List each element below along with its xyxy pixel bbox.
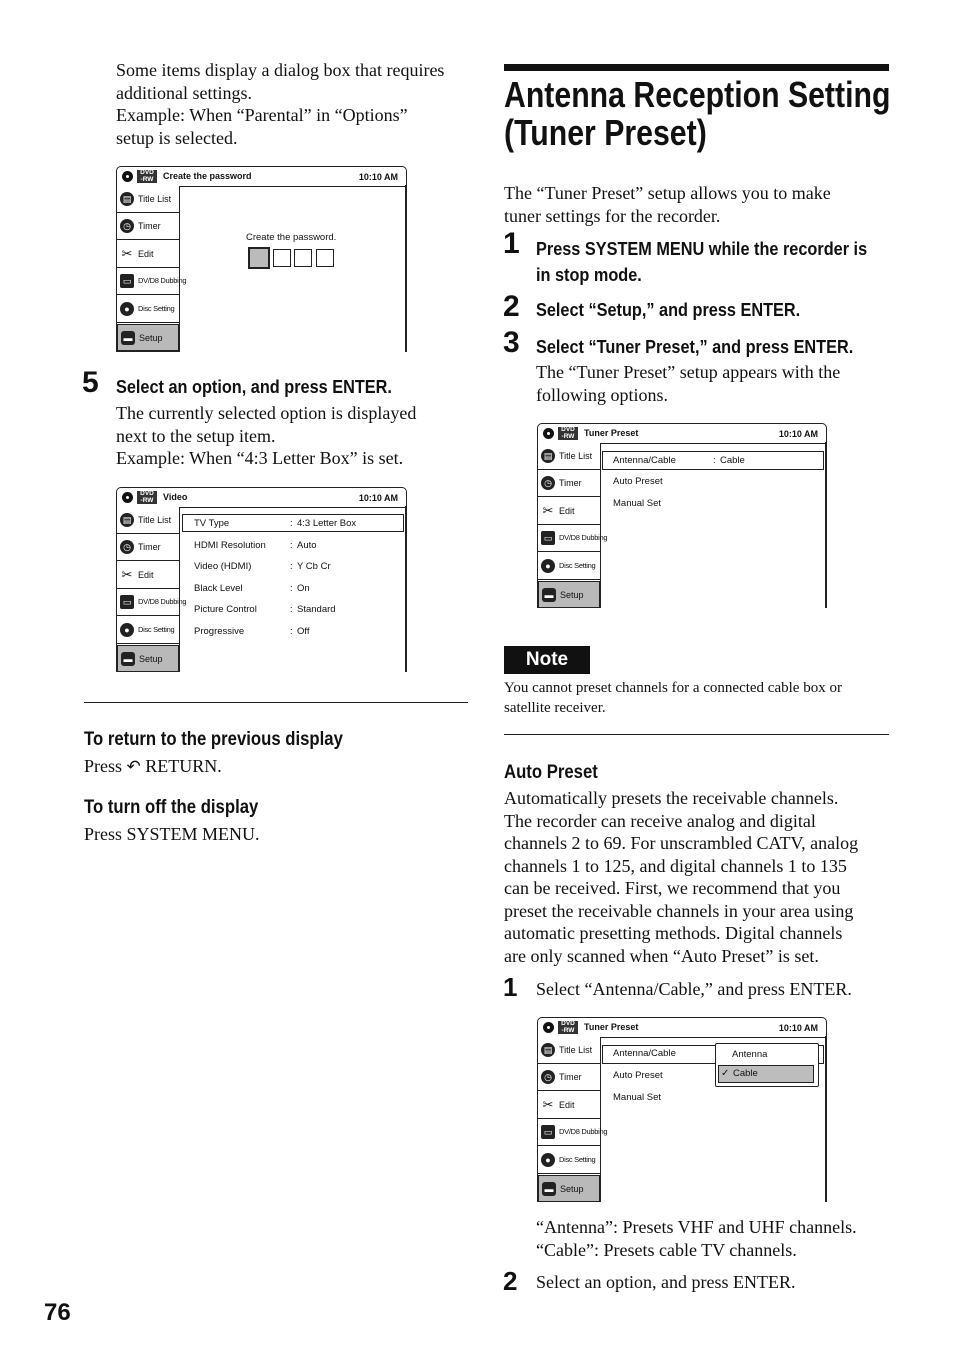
check-icon: ✓ (721, 1068, 730, 1079)
edit-scissors-icon: ✂ (542, 503, 554, 518)
dvd-rw-badge: DVD -RW (558, 427, 578, 440)
title-list-icon: ▤ (541, 449, 555, 463)
sidebar-item-setup[interactable]: ▬ Setup (538, 1175, 600, 1202)
title-list-icon: ▤ (120, 192, 134, 206)
setup-sidebar (116, 186, 187, 352)
screen-tuner-preset (537, 423, 827, 608)
title-list-icon: ▤ (541, 1043, 555, 1057)
sidebar-item-title-list[interactable]: ▤ Title List (117, 507, 179, 534)
dvd-disc-icon (122, 171, 133, 182)
sidebar-item-timer[interactable]: ◷ Timer (117, 213, 179, 240)
auto-step-1-number: 1 (503, 972, 518, 1002)
sidebar-item-setup[interactable]: ▬ Setup (117, 645, 179, 672)
dubbing-icon: ▭ (541, 1125, 555, 1139)
setup-sidebar (116, 507, 187, 672)
screen-create-password (116, 166, 407, 352)
sidebar-item-edit[interactable]: ✂ Edit (538, 1092, 600, 1119)
password-digit-3[interactable] (294, 249, 312, 267)
screen-tuner-preset-popup (537, 1017, 827, 1202)
title-list-icon: ▤ (120, 513, 134, 527)
setup-toolbox-icon: ▬ (542, 1182, 556, 1196)
step-2-title: Select “Setup,” and press ENTER. (536, 299, 801, 320)
screen-title-bar (537, 1017, 827, 1038)
screen-title: Create the password (163, 171, 252, 181)
screen-clock: 10:10 AM (778, 1023, 818, 1033)
sidebar-item-disc-setting[interactable]: ● Disc Setting (117, 296, 179, 323)
option-antenna-cable[interactable]: Antenna/Cable : Cable (613, 455, 745, 466)
antenna-cable-explanation: “Antenna”: Presets VHF and UHF channels. “Cable”: Presets cable TV channels. (536, 1217, 857, 1260)
password-digit-4[interactable] (316, 249, 334, 267)
disc-setting-icon: ● (120, 623, 134, 637)
screen-title-bar (116, 166, 407, 187)
step-5-text: The currently selected option is displayed next to the setup item. Example: When “4:3 Letter Box” is set. (116, 403, 417, 468)
screen-title: Video (163, 492, 188, 502)
dvd-disc-icon (122, 492, 133, 503)
screen-clock: 10:10 AM (778, 429, 818, 439)
option-hdmi-resolution[interactable]: HDMI Resolution : Auto (194, 540, 317, 551)
left-intro: Some items display a dialog box that requires additional settings. Example: When “Parental” in “Options” setup is selected. (116, 60, 445, 148)
edit-scissors-icon: ✂ (542, 1097, 554, 1112)
screen-title-bar (537, 423, 827, 444)
heading-top-bar (504, 64, 889, 71)
option-tv-type[interactable]: TV Type : 4:3 Letter Box (194, 518, 357, 529)
sidebar-item-edit[interactable]: ✂ Edit (117, 241, 179, 268)
dvd-rw-badge: DVD -RW (558, 1021, 578, 1034)
step-1-title: Press SYSTEM MENU while the recorder is in stop mode. (536, 238, 868, 285)
dvd-disc-icon (543, 428, 554, 439)
option-auto-preset[interactable]: Auto Preset (613, 1070, 663, 1081)
popup-option-cable[interactable]: ✓ Cable (718, 1065, 814, 1083)
option-black-level[interactable]: Black Level : On (194, 583, 310, 594)
option-manual-set[interactable]: Manual Set (613, 1092, 662, 1103)
setup-sidebar (537, 443, 608, 608)
off-instruction: Press SYSTEM MENU. (84, 824, 260, 844)
auto-step-1-title: Select “Antenna/Cable,” and press ENTER. (536, 979, 852, 999)
right-divider (504, 734, 889, 735)
auto-step-2-number: 2 (503, 1266, 518, 1296)
sidebar-item-setup[interactable]: ▬ Setup (538, 581, 600, 608)
screen-title: Tuner Preset (584, 428, 639, 438)
sidebar-item-dubbing[interactable]: ▭ DV/D8 Dubbing (538, 525, 600, 552)
screen-clock: 10:10 AM (358, 172, 398, 182)
dubbing-icon: ▭ (120, 595, 134, 609)
popup-option-antenna[interactable]: Antenna (732, 1049, 768, 1060)
sidebar-item-title-list[interactable]: ▤ Title List (117, 186, 179, 213)
option-progressive[interactable]: Progressive : Off (194, 626, 310, 637)
step-3-number: 3 (503, 326, 520, 359)
disc-setting-icon: ● (120, 302, 134, 316)
password-digit-2[interactable] (273, 249, 291, 267)
timer-icon: ◷ (541, 1070, 555, 1084)
screen-video-setup (116, 487, 407, 672)
sidebar-item-timer[interactable]: ◷ Timer (538, 1064, 600, 1091)
sidebar-item-dubbing[interactable]: ▭ DV/D8 Dubbing (117, 589, 179, 616)
page-heading: Antenna Reception Setting (Tuner Preset) (504, 74, 891, 153)
dvd-rw-badge: DVD -RW (137, 170, 157, 183)
step-5-title: Select an option, and press ENTER. (116, 376, 392, 397)
sidebar-item-timer[interactable]: ◷ Timer (538, 470, 600, 497)
timer-icon: ◷ (541, 476, 555, 490)
password-entry[interactable] (248, 247, 338, 269)
right-intro: The “Tuner Preset” setup allows you to make tuner settings for the recorder. (504, 183, 831, 226)
option-auto-preset[interactable]: Auto Preset (613, 476, 663, 487)
password-prompt: Create the password. (246, 232, 337, 243)
sidebar-item-title-list[interactable]: ▤ Title List (538, 443, 600, 470)
page-number: 76 (44, 1299, 71, 1326)
edit-scissors-icon: ✂ (121, 246, 133, 261)
step-1-number: 1 (503, 227, 520, 260)
step-2-number: 2 (503, 290, 520, 323)
timer-icon: ◷ (120, 540, 134, 554)
sidebar-item-dubbing[interactable]: ▭ DV/D8 Dubbing (538, 1119, 600, 1146)
sidebar-item-timer[interactable]: ◷ Timer (117, 534, 179, 561)
sidebar-item-disc-setting[interactable]: ● Disc Setting (538, 1147, 600, 1174)
dubbing-icon: ▭ (120, 274, 134, 288)
setup-sidebar (537, 1037, 608, 1202)
sidebar-item-edit[interactable]: ✂ Edit (538, 498, 600, 525)
auto-step-2-title: Select an option, and press ENTER. (536, 1272, 796, 1292)
return-arrow-icon: ↶ (126, 757, 141, 777)
left-divider (84, 702, 468, 703)
dvd-rw-badge: DVD -RW (137, 491, 157, 504)
note-badge: Note (504, 646, 590, 674)
password-digit-1[interactable] (248, 247, 270, 269)
disc-setting-icon: ● (541, 1153, 555, 1167)
auto-preset-heading: Auto Preset (504, 762, 598, 783)
option-picture-control[interactable]: Picture Control : Standard (194, 604, 336, 615)
sidebar-item-title-list[interactable]: ▤ Title List (538, 1037, 600, 1064)
off-heading: To turn off the display (84, 797, 259, 818)
antenna-cable-popup (715, 1043, 819, 1087)
option-antenna-cable[interactable]: Antenna/Cable (613, 1048, 676, 1059)
return-heading: To return to the previous display (84, 729, 343, 750)
sidebar-item-setup[interactable]: ▬ Setup (117, 324, 179, 351)
dvd-disc-icon (543, 1022, 554, 1033)
note-text: You cannot preset channels for a connected cable box or satellite receiver. (504, 680, 842, 716)
option-manual-set[interactable]: Manual Set (613, 498, 662, 509)
edit-scissors-icon: ✂ (121, 567, 133, 582)
screen-clock: 10:10 AM (358, 493, 398, 503)
disc-setting-icon: ● (541, 559, 555, 573)
option-video-hdmi[interactable]: Video (HDMI) : Y Cb Cr (194, 561, 331, 572)
setup-toolbox-icon: ▬ (121, 652, 135, 666)
sidebar-item-disc-setting[interactable]: ● Disc Setting (117, 617, 179, 644)
timer-icon: ◷ (120, 219, 134, 233)
step-3-title: Select “Tuner Preset,” and press ENTER. (536, 336, 854, 357)
screen-title: Tuner Preset (584, 1022, 639, 1032)
sidebar-item-dubbing[interactable]: ▭ DV/D8 Dubbing (117, 268, 179, 295)
screen-title-bar (116, 487, 407, 508)
sidebar-item-disc-setting[interactable]: ● Disc Setting (538, 553, 600, 580)
step-5-number: 5 (82, 366, 99, 399)
step-3-text: The “Tuner Preset” setup appears with the following options. (536, 362, 841, 405)
setup-toolbox-icon: ▬ (121, 331, 135, 345)
dubbing-icon: ▭ (541, 531, 555, 545)
return-instruction: Press ↶ RETURN. (84, 756, 222, 777)
sidebar-item-edit[interactable]: ✂ Edit (117, 562, 179, 589)
setup-toolbox-icon: ▬ (542, 588, 556, 602)
auto-preset-text: Automatically presets the receivable channels. The recorder can receive analog and digital channels 2 to 69. For unscrambled CATV, analog channels 1 to 125, and digital channels 1 to 135 can be received. First, we recommend that you preset the receivable channels in your area using automatic presetting methods. Digital channels are only scanned when “Auto Preset” is set. (504, 788, 859, 966)
